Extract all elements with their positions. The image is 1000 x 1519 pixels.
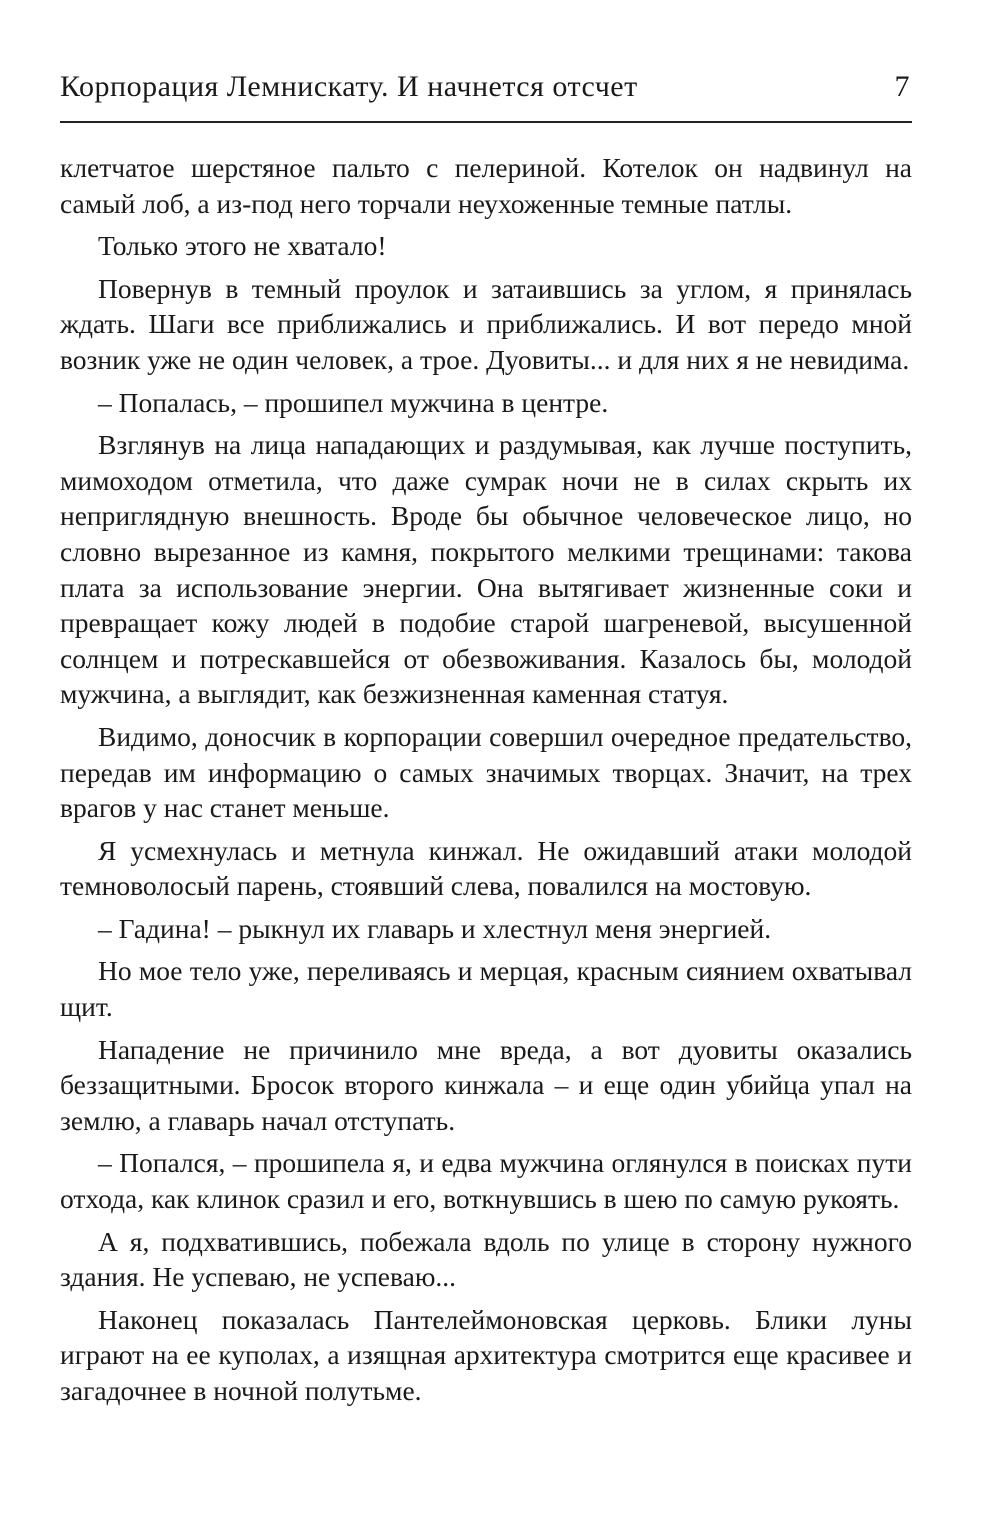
body-text (60, 150, 912, 1416)
paragraph: Только этого не хватало! (98, 230, 387, 262)
paragraph: Наконец показалась Пантелеймоновская церковь. Блики луны играют на ее куполах, а изящная архитектура смотрится еще красивее и загадочнее в ночной полутьме. (60, 1303, 912, 1406)
paragraph: Я усмехнулась и метнула кинжал. Не ожидавший атаки молодой темноволосый парень, стоявший слева, повалился на мостовую. (60, 834, 912, 902)
running-header-title: Корпорация Лемнискату. И начнется отсчет (60, 70, 638, 103)
paragraph: А я, подхватившись, побежала вдоль по улице в сторону нужного здания. Не успеваю, не успеваю... (60, 1225, 912, 1293)
paragraph: Взглянув на лица нападающих и раздумывая, как лучше поступить, мимоходом отметила, что даже сумрак ночи не в силах скрыть их неприглядную внешность. Вроде бы обычное человеческое лицо, но словно вырезанное из камня, покрытого мелкими трещинами: такова плата за использование энергии. Она вытягивает жизненные соки и превращает кожу людей в подобие старой шагреневой, высушенной солнцем и потрескавшейся от обезвоживания. Казалось бы, молодой мужчина, а выглядит, как безжизненная каменная статуя. (60, 429, 912, 710)
paragraph: – Гадина! – рыкнул их главарь и хлестнул меня энергией. (98, 912, 772, 944)
paragraph: клетчатое шерстяное пальто с пелериной. Котелок он надвинул на самый лоб, а из-под него торчали неухоженные темные патлы. (60, 152, 912, 219)
page-number: 7 (894, 70, 910, 103)
paragraph: Видимо, доносчик в корпорации совершил очередное предательство, передав им информацию о самых значимых творцах. Значит, на трех врагов у нас станет меньше. (60, 720, 912, 824)
paragraph: – Попалась, – прошипел мужчина в центре. (98, 386, 609, 418)
paragraph: Нападение не причинило мне вреда, а вот дуовиты оказались беззащитными. Бросок второго кинжала – и еще один убийца упал на землю, а главарь начал отступать. (60, 1033, 912, 1136)
running-header (60, 70, 910, 110)
paragraph: – Попался, – прошипела я, и едва мужчина оглянулся в поисках пути отхода, как клинок сразил и его, воткнувшись в шею по самую рукоять. (60, 1147, 912, 1215)
header-rule (60, 121, 912, 123)
paragraph: Но мое тело уже, переливаясь и мерцая, красным сиянием охватывал щит. (60, 955, 912, 1023)
paragraph: Повернув в темный проулок и затаившись за углом, я принялась ждать. Шаги все приближались и приближались. И вот передо мной возник уже не один человек, а трое. Дуовиты... и для них я не невидима. (60, 272, 912, 375)
